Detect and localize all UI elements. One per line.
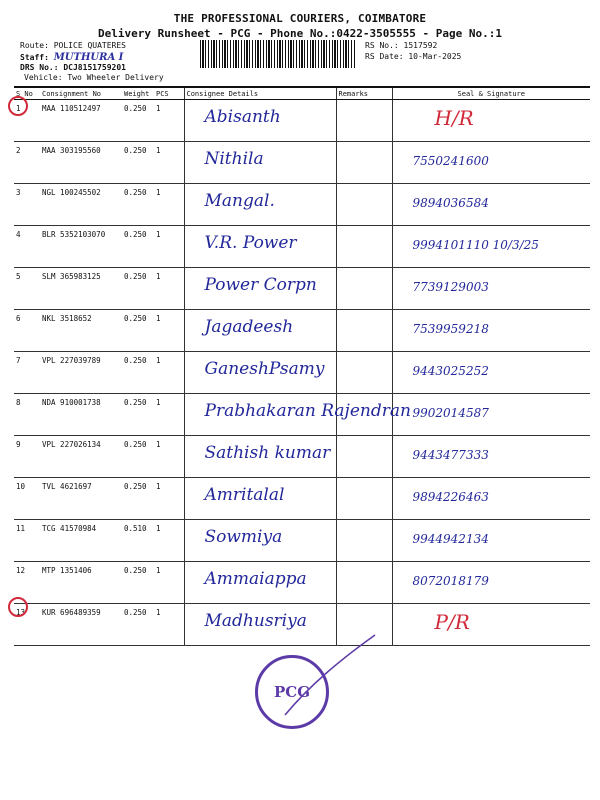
drs-value: DCJ8151759201 (63, 63, 126, 72)
consignee-cell (184, 394, 411, 436)
signature-handwriting: 7539959218 (412, 322, 489, 336)
remarks-cell (336, 520, 392, 562)
sheet-subtitle: Delivery Runsheet - PCG - Phone No.:0422-3505555 - Page No.:1 (98, 27, 502, 40)
remarks-cell (336, 268, 392, 310)
consignee-cell (184, 226, 336, 268)
consignment-cell: TVL 4621697 (40, 478, 122, 520)
barcode-image (200, 40, 355, 68)
consignee-handwriting: Mangal. (204, 191, 275, 211)
remarks-cell (336, 226, 392, 268)
signature-cell (392, 226, 590, 268)
vehicle-label: Vehicle: (24, 73, 63, 82)
weight-cell: 0.250 (122, 604, 154, 646)
signature-cell (392, 184, 590, 226)
consignment-cell: VPL 227026134 (40, 436, 122, 478)
rs-date-line (365, 52, 461, 61)
sno-cell: 13 (14, 604, 40, 646)
table-row (14, 100, 590, 142)
signature-cell (392, 142, 590, 184)
consignee-cell (184, 520, 336, 562)
signature-cell (392, 520, 590, 562)
weight-cell: 0.250 (122, 478, 154, 520)
pcs-cell: 1 (154, 352, 184, 394)
signature-handwriting: 7550241600 (412, 154, 489, 168)
signature-cell (392, 394, 590, 436)
consignee-cell (184, 352, 336, 394)
sno-cell: 11 (14, 520, 40, 562)
sno-cell: 6 (14, 310, 40, 352)
consignment-cell: SLM 365983125 (40, 268, 122, 310)
rs-date-value: 10-Mar-2025 (408, 52, 462, 61)
signature-cell (392, 436, 590, 478)
col-remarks: Remarks (336, 87, 392, 100)
consignee-cell (184, 100, 336, 142)
pcs-cell: 1 (154, 268, 184, 310)
remarks-cell (336, 100, 392, 142)
signature-handwriting: 9894226463 (412, 490, 489, 504)
signature-cell (392, 100, 590, 142)
sno-cell: 1 (14, 100, 40, 142)
weight-cell: 0.250 (122, 226, 154, 268)
table-row (14, 352, 590, 394)
consignment-cell: NKL 3518652 (40, 310, 122, 352)
signature-handwriting: 9994101110 10/3/25 (412, 238, 539, 252)
consignee-cell (184, 268, 336, 310)
consignee-cell (184, 310, 336, 352)
remarks-cell (336, 310, 392, 352)
signature-handwriting: P/R (434, 610, 470, 634)
weight-cell: 0.250 (122, 184, 154, 226)
col-signature: Seal & Signature (392, 87, 590, 100)
remarks-cell (336, 562, 392, 604)
pcs-cell: 1 (154, 142, 184, 184)
staff-value: MUTHURA I (53, 52, 124, 63)
consignment-cell: MAA 110512497 (40, 100, 122, 142)
signature-handwriting: 9894036584 (412, 196, 489, 210)
row1-circle-mark (8, 96, 28, 116)
table-row (14, 436, 590, 478)
rs-date-label: RS Date: (365, 52, 404, 61)
consignee-handwriting: Ammaiappa (204, 569, 307, 589)
pcs-cell: 1 (154, 562, 184, 604)
table-row (14, 520, 590, 562)
weight-cell: 0.250 (122, 394, 154, 436)
signature-handwriting: 9443477333 (412, 448, 489, 462)
weight-cell: 0.250 (122, 436, 154, 478)
col-sno: S No (14, 87, 40, 100)
weight-cell: 0.250 (122, 100, 154, 142)
sheet-title: THE PROFESSIONAL COURIERS, COIMBATORE (173, 12, 427, 25)
table-row (14, 226, 590, 268)
weight-cell: 0.250 (122, 562, 154, 604)
pcg-stamp: PCG (255, 655, 329, 729)
weight-cell: 0.250 (122, 352, 154, 394)
pcs-cell: 1 (154, 226, 184, 268)
pcs-cell: 1 (154, 184, 184, 226)
table-row (14, 478, 590, 520)
consignee-handwriting: Nithila (204, 149, 264, 169)
consignee-handwriting: Power Corpn (204, 275, 317, 295)
consignment-cell: KUR 696489359 (40, 604, 122, 646)
table-row (14, 562, 590, 604)
drs-line (20, 63, 126, 72)
sno-cell: 8 (14, 394, 40, 436)
signature-handwriting: H/R (434, 106, 474, 130)
consignee-handwriting: Prabhakaran Rajendran (204, 401, 411, 421)
consignee-handwriting: GaneshPsamy (204, 359, 325, 379)
consignee-handwriting: Sowmiya (204, 527, 283, 547)
consignment-cell: NGL 100245502 (40, 184, 122, 226)
sno-cell: 12 (14, 562, 40, 604)
pcs-cell: 1 (154, 520, 184, 562)
signature-cell (392, 268, 590, 310)
runsheet-table (14, 86, 590, 646)
stamp-stroke-icon (280, 630, 380, 720)
weight-cell: 0.250 (122, 310, 154, 352)
signature-cell (392, 478, 590, 520)
signature-handwriting: 9944942134 (412, 532, 489, 546)
sno-cell: 5 (14, 268, 40, 310)
pcs-cell: 1 (154, 478, 184, 520)
remarks-cell (336, 142, 392, 184)
consignment-cell: NDA 910001738 (40, 394, 122, 436)
consignee-cell (184, 478, 336, 520)
rs-no-line (365, 41, 437, 50)
route-line (20, 41, 126, 50)
sno-cell: 4 (14, 226, 40, 268)
rs-no-value: 1517592 (403, 41, 438, 50)
sno-cell: 2 (14, 142, 40, 184)
remarks-cell (336, 352, 392, 394)
consignee-cell (184, 184, 336, 226)
weight-cell: 0.250 (122, 142, 154, 184)
drs-label: DRS No.: (20, 63, 59, 72)
sno-cell: 10 (14, 478, 40, 520)
signature-cell (392, 604, 590, 646)
staff-label: Staff: (20, 53, 49, 62)
sno-cell: 9 (14, 436, 40, 478)
col-consignment: Consignment No (40, 87, 122, 100)
signature-handwriting: 7739129003 (412, 280, 489, 294)
route-value: POLICE QUATERES (53, 41, 126, 50)
row13-circle-mark (8, 597, 28, 617)
rs-no-label: RS No.: (365, 41, 399, 50)
pcs-cell: 1 (154, 394, 184, 436)
signature-cell (392, 310, 590, 352)
consignee-handwriting: Jagadeesh (204, 317, 294, 337)
signature-cell (392, 562, 590, 604)
weight-cell: 0.510 (122, 520, 154, 562)
consignment-cell: MAA 303195560 (40, 142, 122, 184)
vehicle-value: Two Wheeler Delivery (67, 73, 164, 82)
vehicle-line (24, 73, 164, 82)
table-row (14, 310, 590, 352)
signature-handwriting: 9443025252 (412, 364, 489, 378)
table-header-row (14, 87, 590, 100)
signature-handwriting: 8072018179 (412, 574, 489, 588)
consignment-cell: TCG 41570984 (40, 520, 122, 562)
consignee-cell (184, 562, 336, 604)
consignee-handwriting: V.R. Power (204, 233, 297, 253)
pcs-cell: 1 (154, 436, 184, 478)
remarks-cell (336, 478, 392, 520)
table-row (14, 142, 590, 184)
table-row (14, 184, 590, 226)
signature-handwriting: 9902014587 (412, 406, 489, 420)
consignment-cell: VPL 227039789 (40, 352, 122, 394)
consignment-cell: MTP 1351406 (40, 562, 122, 604)
consignee-cell (184, 142, 336, 184)
pcs-cell: 1 (154, 310, 184, 352)
consignee-cell (184, 436, 336, 478)
col-weight: Weight (122, 87, 154, 100)
table-row (14, 268, 590, 310)
weight-cell: 0.250 (122, 268, 154, 310)
consignee-handwriting: Madhusriya (204, 611, 307, 631)
consignment-cell: BLR 5352103070 (40, 226, 122, 268)
route-label: Route: (20, 41, 49, 50)
sno-cell: 3 (14, 184, 40, 226)
col-consignee: Consignee Details (184, 87, 336, 100)
remarks-cell (336, 436, 392, 478)
consignee-handwriting: Amritalal (204, 485, 285, 505)
staff-line (20, 52, 123, 63)
signature-cell (392, 352, 590, 394)
consignee-handwriting: Sathish kumar (204, 443, 331, 463)
table-row (14, 394, 590, 436)
sno-cell: 7 (14, 352, 40, 394)
consignee-handwriting: Abisanth (204, 107, 281, 127)
col-pcs: PCS (154, 87, 184, 100)
pcs-cell: 1 (154, 100, 184, 142)
remarks-cell (336, 184, 392, 226)
pcs-cell: 1 (154, 604, 184, 646)
